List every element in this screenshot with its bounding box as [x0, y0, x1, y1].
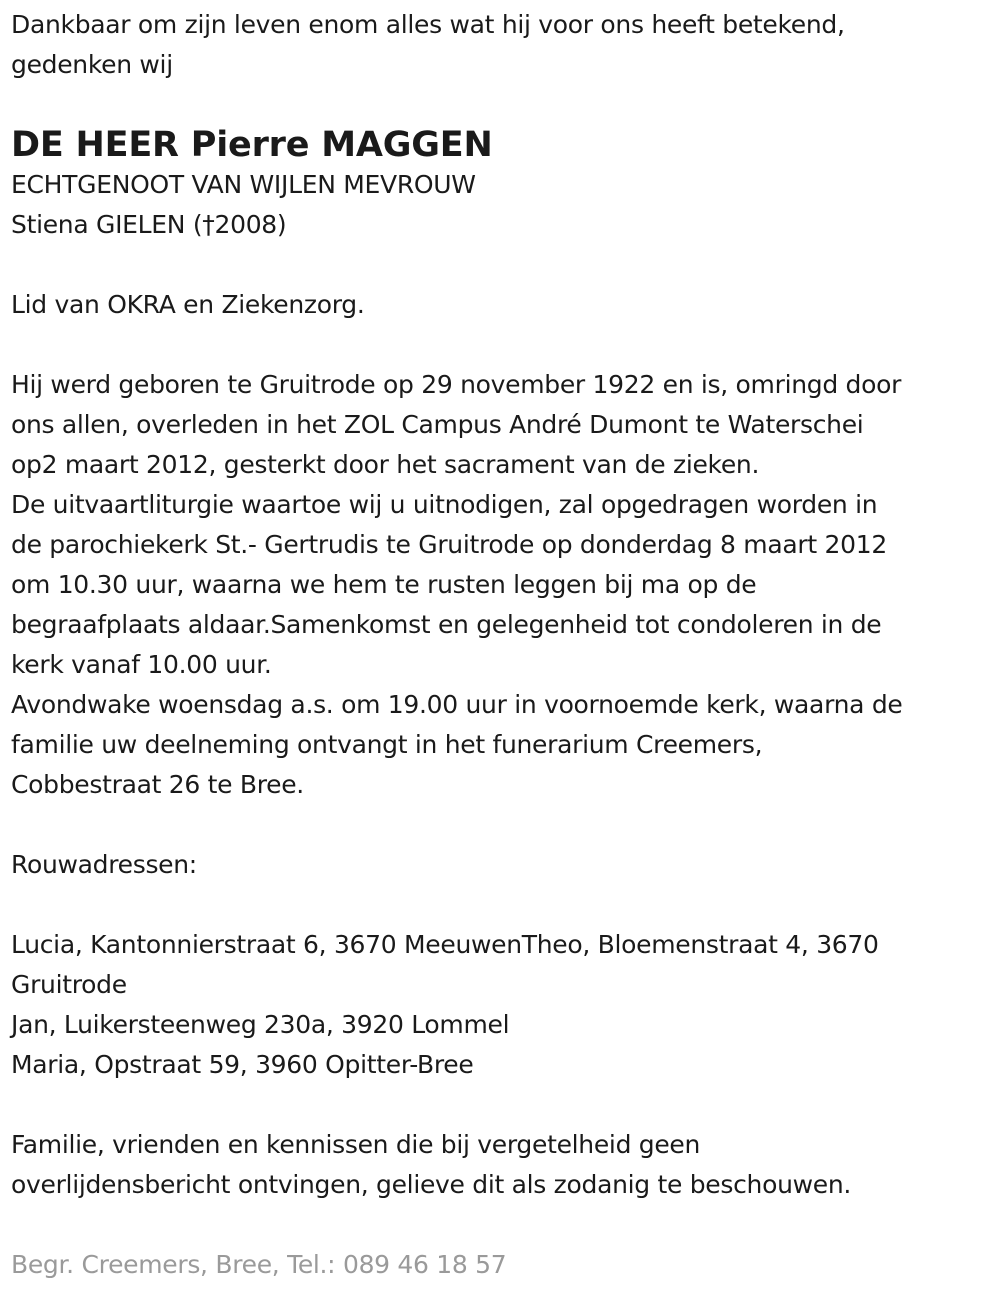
address-line: Gruitrode	[11, 970, 127, 999]
body-line: begraafplaats aldaar.Samenkomst en gelegenheid tot condoleren in de	[11, 610, 882, 639]
body-line: Hij werd geboren te Gruitrode op 29 november 1922 en is, omringd door	[11, 370, 902, 399]
spouse-line: ECHTGENOOT VAN WIJLEN MEVROUW	[11, 170, 476, 199]
funeral-home-footer: Begr. Creemers, Bree, Tel.: 089 46 18 57	[11, 1250, 507, 1279]
body-line: kerk vanaf 10.00 uur.	[11, 650, 272, 679]
spacer	[11, 1085, 991, 1125]
spouse-block	[11, 165, 991, 245]
spacer	[11, 885, 991, 925]
spacer	[11, 1205, 991, 1245]
body-line: familie uw deelneming ontvangt in het funerarium Creemers,	[11, 730, 763, 759]
spouse-line: Stiena GIELEN (†2008)	[11, 210, 287, 239]
body-line: de parochiekerk St.- Gertrudis te Gruitrode op donderdag 8 maart 2012	[11, 530, 887, 559]
body-block	[11, 365, 991, 805]
body-line: ons allen, overleden in het ZOL Campus André Dumont te Waterschei	[11, 410, 864, 439]
deceased-name: DE HEER Pierre MAGGEN	[11, 125, 493, 165]
addresses-heading: Rouwadressen:	[11, 850, 197, 879]
address-line: Jan, Luikersteenweg 230a, 3920 Lommel	[11, 1010, 510, 1039]
closing-line: Familie, vrienden en kennissen die bij vergetelheid geen	[11, 1130, 701, 1159]
body-line: Cobbestraat 26 te Bree.	[11, 770, 304, 799]
spacer	[11, 325, 991, 365]
spacer	[11, 245, 991, 285]
intro-line: gedenken wij	[11, 50, 173, 79]
body-line: De uitvaartliturgie waartoe wij u uitnodigen, zal opgedragen worden in	[11, 490, 878, 519]
body-line: om 10.30 uur, waarna we hem te rusten leggen bij ma op de	[11, 570, 757, 599]
address-line: Lucia, Kantonnierstraat 6, 3670 MeeuwenTheo, Bloemenstraat 4, 3670	[11, 930, 879, 959]
intro-line: Dankbaar om zijn leven enom alles wat hij voor ons heeft betekend,	[11, 10, 845, 39]
body-line: Avondwake woensdag a.s. om 19.00 uur in voornoemde kerk, waarna de	[11, 690, 903, 719]
closing-line: overlijdensbericht ontvingen, gelieve dit als zodanig te beschouwen.	[11, 1170, 852, 1199]
address-line: Maria, Opstraat 59, 3960 Opitter-Bree	[11, 1050, 474, 1079]
closing-block	[11, 1125, 991, 1205]
membership-text: Lid van OKRA en Ziekenzorg.	[11, 290, 365, 319]
intro-block	[11, 5, 991, 85]
body-line: op2 maart 2012, gesterkt door het sacrament van de zieken.	[11, 450, 760, 479]
spacer	[11, 805, 991, 845]
obituary-notice	[11, 5, 991, 1285]
addresses-block	[11, 925, 991, 1085]
